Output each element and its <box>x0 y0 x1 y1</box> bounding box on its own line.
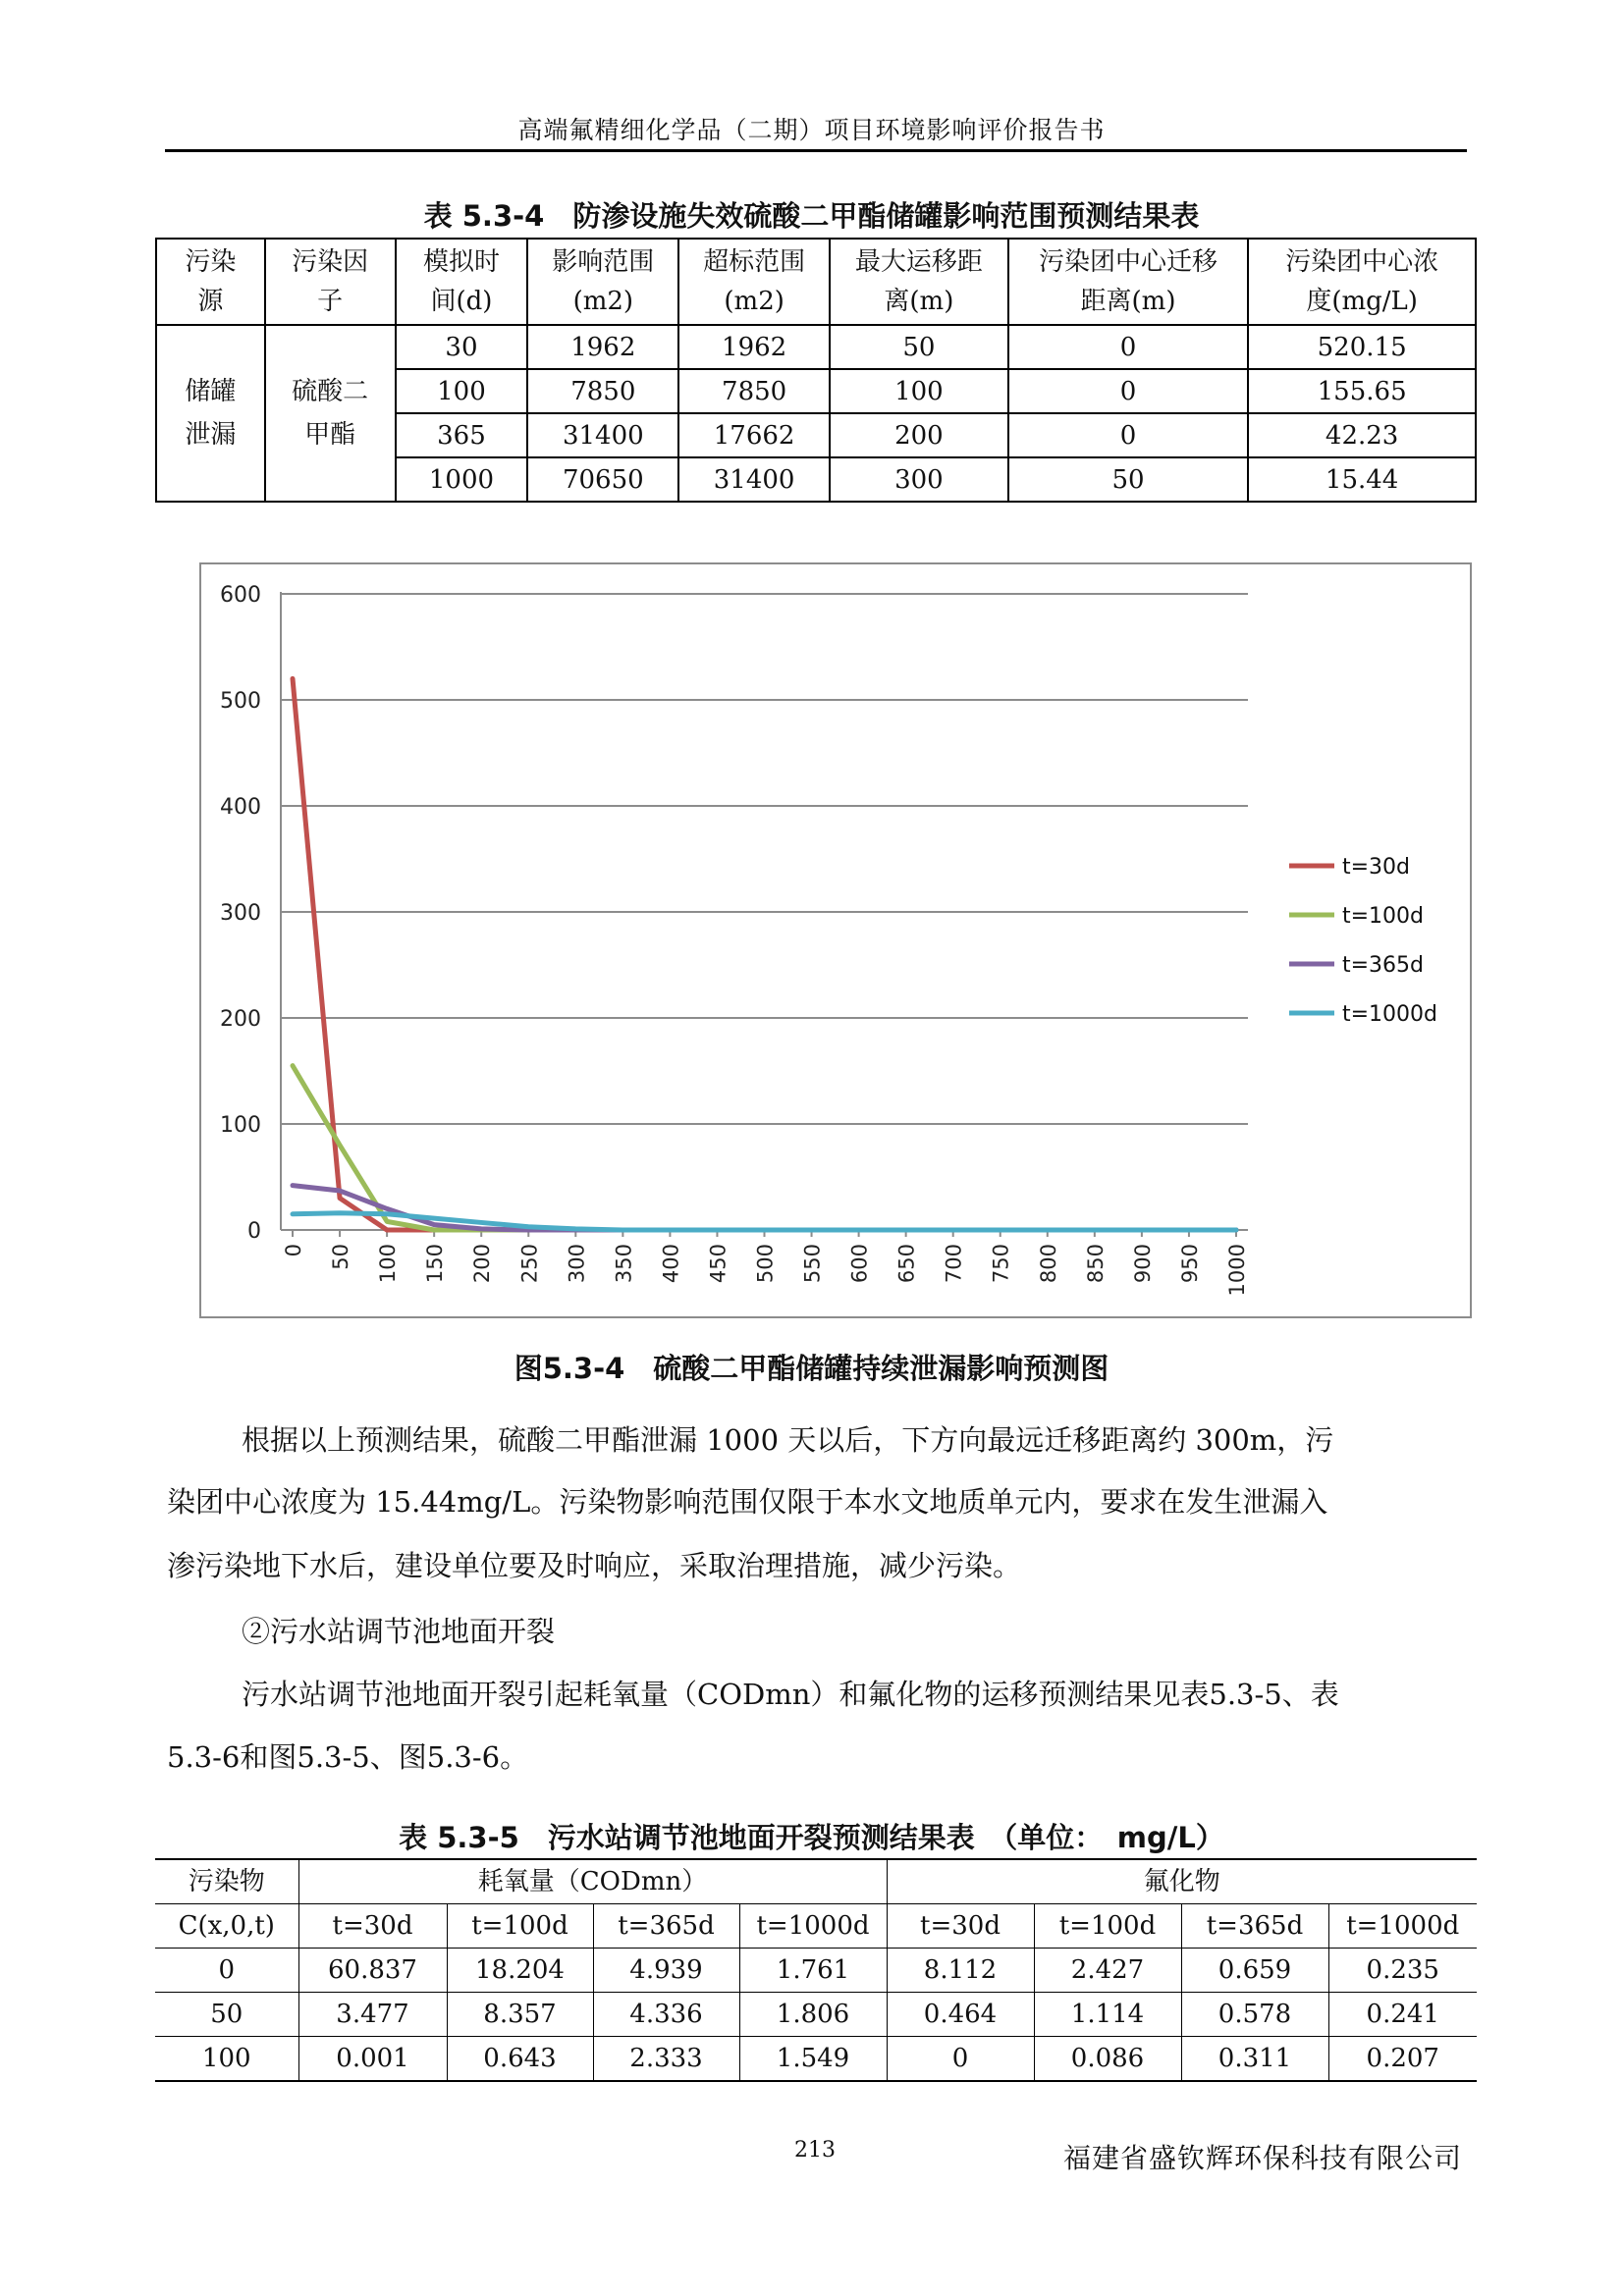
table-cell: 0 <box>1008 325 1249 369</box>
table-cell: 100 <box>155 2037 298 2082</box>
table-cell: 0.207 <box>1328 2037 1477 2082</box>
table2-caption: 表 5.3-5 污水站调节池地面开裂预测结果表 （单位： mg/L） <box>399 1821 1224 1854</box>
table-cell: 0.578 <box>1181 1993 1328 2037</box>
x-tick-label: 300 <box>565 1244 589 1284</box>
table-cell: 18.204 <box>447 1949 593 1993</box>
paragraph: 根据以上预测结果，硫酸二甲酯泄漏 1000 天以后，下方向最远迁移距离约 300m，污 <box>242 1423 1334 1457</box>
table-cell: 31400 <box>527 413 678 457</box>
y-tick-label: 500 <box>220 689 261 714</box>
table-cell: 0.311 <box>1181 2037 1328 2082</box>
table2-header-cell: t=30d <box>887 1904 1034 1949</box>
table-cell: 0.464 <box>887 1993 1034 2037</box>
table1-header-cell: 影响范围 (m2) <box>527 239 678 325</box>
table1-header-cell: 污染 源 <box>156 239 265 325</box>
table-cell: 0 <box>1008 413 1249 457</box>
x-tick-label: 500 <box>753 1244 778 1284</box>
table-cell: 70650 <box>527 457 678 502</box>
table-cell: 0.086 <box>1034 2037 1181 2082</box>
table-cell: 42.23 <box>1248 413 1476 457</box>
legend-label: t=365d <box>1342 953 1425 978</box>
x-tick-label: 900 <box>1130 1244 1155 1284</box>
table-cell: 1.549 <box>739 2037 887 2082</box>
x-tick-label: 750 <box>989 1244 1013 1284</box>
table-cell: 155.65 <box>1248 369 1476 413</box>
table-cell: 2.333 <box>593 2037 739 2082</box>
x-tick-label: 950 <box>1177 1244 1202 1284</box>
table-cell: 0.241 <box>1328 1993 1477 2037</box>
table-cell: 1.761 <box>739 1949 887 1993</box>
x-tick-label: 800 <box>1036 1244 1060 1284</box>
y-tick-label: 200 <box>220 1007 261 1032</box>
x-tick-label: 450 <box>706 1244 730 1284</box>
figure-caption: 图5.3-4 硫酸二甲酯储罐持续泄漏影响预测图 <box>514 1352 1109 1385</box>
paragraph: 渗污染地下水后，建设单位要及时响应，采取治理措施，减少污染。 <box>167 1549 1022 1582</box>
x-tick-label: 200 <box>470 1244 495 1284</box>
paragraph: 染团中心浓度为 15.44mg/L。污染物影响范围仅限于本水文地质单元内，要求在发生泄漏入 <box>167 1485 1328 1519</box>
document-header-title: 高端氟精细化学品（二期）项目环境影响评价报告书 <box>517 116 1106 144</box>
x-tick-label: 400 <box>659 1244 683 1284</box>
table-cell: 4.336 <box>593 1993 739 2037</box>
table2-header-cell: t=1000d <box>1328 1904 1477 1949</box>
line-chart <box>201 564 1470 1316</box>
table-cell: 50 <box>1008 457 1249 502</box>
table-cell: 15.44 <box>1248 457 1476 502</box>
table2-header-cell: t=365d <box>1181 1904 1328 1949</box>
legend-label: t=1000d <box>1342 1002 1438 1027</box>
table2-header-cell: 污染物 <box>155 1859 298 1904</box>
table-cell: 2.427 <box>1034 1949 1181 1993</box>
table-cell: 7850 <box>678 369 830 413</box>
series-line <box>293 1213 1236 1230</box>
table-cell: 1000 <box>396 457 528 502</box>
y-tick-label: 400 <box>220 795 261 820</box>
table1-header-cell: 超标范围 (m2) <box>678 239 830 325</box>
table2-group-header: 耗氧量（CODmn） <box>298 1859 887 1904</box>
y-tick-label: 0 <box>247 1219 261 1244</box>
table-row <box>156 325 1476 369</box>
table-cell: 520.15 <box>1248 325 1476 369</box>
table2-header-cell: t=365d <box>593 1904 739 1949</box>
table-cell: 8.112 <box>887 1949 1034 1993</box>
table-cell: 4.939 <box>593 1949 739 1993</box>
x-tick-label: 250 <box>517 1244 542 1284</box>
x-tick-label: 650 <box>894 1244 919 1284</box>
legend-label: t=30d <box>1342 855 1411 880</box>
table-cell: 100 <box>830 369 1008 413</box>
table-cell: 50 <box>155 1993 298 2037</box>
table1-header-cell: 污染团中心迁移 距离(m) <box>1008 239 1249 325</box>
table2-header-cell: C(x,0,t) <box>155 1904 298 1949</box>
table-cell: 0 <box>1008 369 1249 413</box>
company-name: 福建省盛钦辉环保科技有限公司 <box>1062 2142 1462 2174</box>
table-cell: 30 <box>396 325 528 369</box>
page-number: 213 <box>794 2138 836 2163</box>
x-tick-label: 50 <box>329 1244 353 1270</box>
x-tick-label: 1000 <box>1224 1244 1249 1297</box>
table-row <box>155 1949 1477 1993</box>
table-cell: 1.806 <box>739 1993 887 2037</box>
table-cell: 0.643 <box>447 2037 593 2082</box>
table1-source-cell: 储罐 泄漏 <box>156 325 265 502</box>
x-tick-label: 850 <box>1083 1244 1108 1284</box>
table1-header-cell: 污染因 子 <box>265 239 396 325</box>
table2-header-cell: t=1000d <box>739 1904 887 1949</box>
section-heading: ②污水站调节池地面开裂 <box>242 1615 556 1648</box>
table-cell: 1962 <box>678 325 830 369</box>
table2-group-header-row <box>155 1859 1477 1904</box>
table1-header-cell: 污染团中心浓 度(mg/L) <box>1248 239 1476 325</box>
x-tick-label: 350 <box>612 1244 636 1284</box>
header-rule <box>165 149 1467 152</box>
table1-header-cell: 最大运移距 离(m) <box>830 239 1008 325</box>
table-cell: 0.659 <box>1181 1949 1328 1993</box>
table-cell: 50 <box>830 325 1008 369</box>
table-cell: 1.114 <box>1034 1993 1181 2037</box>
series-line <box>293 1186 1236 1230</box>
legend-label: t=100d <box>1342 904 1425 929</box>
x-tick-label: 600 <box>847 1244 872 1284</box>
table-cell: 7850 <box>527 369 678 413</box>
table-cell: 200 <box>830 413 1008 457</box>
y-tick-label: 100 <box>220 1113 261 1138</box>
chart-frame <box>199 562 1472 1318</box>
table-cell: 300 <box>830 457 1008 502</box>
table-cell: 8.357 <box>447 1993 593 2037</box>
table2-header-cell: t=30d <box>298 1904 447 1949</box>
series-line <box>293 1066 1236 1230</box>
table-cell: 3.477 <box>298 1993 447 2037</box>
table2-header-cell: t=100d <box>1034 1904 1181 1949</box>
table-cell: 60.837 <box>298 1949 447 1993</box>
x-tick-label: 100 <box>376 1244 401 1284</box>
y-tick-label: 600 <box>220 583 261 608</box>
table-cell: 365 <box>396 413 528 457</box>
table-cell: 0 <box>887 2037 1034 2082</box>
table2-header-cell: t=100d <box>447 1904 593 1949</box>
table-cell: 0 <box>155 1949 298 1993</box>
paragraph: 5.3-6和图5.3-5、图5.3-6。 <box>167 1740 529 1774</box>
table-cell: 17662 <box>678 413 830 457</box>
table1-caption: 表 5.3-4 防渗设施失效硫酸二甲酯储罐影响范围预测结果表 <box>423 199 1200 233</box>
table2 <box>155 1858 1477 2082</box>
x-tick-label: 150 <box>423 1244 448 1284</box>
table-row <box>155 1993 1477 2037</box>
table2-sub-header-row <box>155 1904 1477 1949</box>
table1-factor-cell: 硫酸二 甲酯 <box>265 325 396 502</box>
table-cell: 0.001 <box>298 2037 447 2082</box>
x-tick-label: 550 <box>800 1244 825 1284</box>
table-cell: 100 <box>396 369 528 413</box>
x-tick-label: 700 <box>942 1244 966 1284</box>
x-tick-label: 0 <box>282 1244 306 1257</box>
table1-header-cell: 模拟时 间(d) <box>396 239 528 325</box>
table-row <box>155 2037 1477 2082</box>
y-tick-label: 300 <box>220 901 261 926</box>
series-line <box>293 678 1236 1230</box>
paragraph: 污水站调节池地面开裂引起耗氧量（CODmn）和氟化物的运移预测结果见表5.3-5、表 <box>242 1678 1339 1711</box>
table1-header-row <box>156 239 1476 325</box>
table-cell: 0.235 <box>1328 1949 1477 1993</box>
table2-group-header: 氟化物 <box>887 1859 1477 1904</box>
table-cell: 31400 <box>678 457 830 502</box>
table-cell: 1962 <box>527 325 678 369</box>
table1 <box>155 238 1477 503</box>
